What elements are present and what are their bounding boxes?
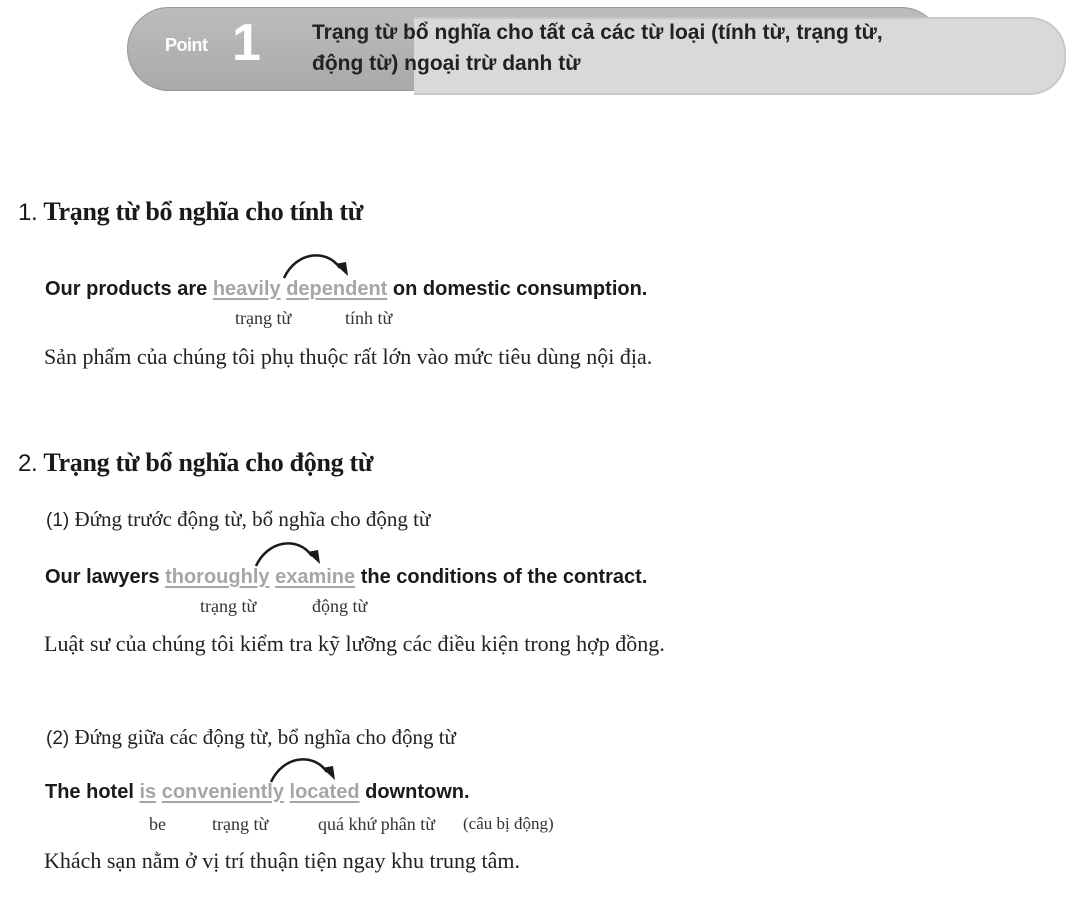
- example-adverb: thoroughly: [165, 566, 270, 588]
- example-text: the conditions of the contract.: [360, 566, 648, 588]
- section1-heading-text: Trạng từ bổ nghĩa cho tính từ: [43, 197, 364, 226]
- sub1-heading-text: Đứng trước động từ, bổ nghĩa cho động từ: [74, 507, 431, 531]
- sub2-translation: Khách sạn nằm ở vị trí thuận tiện ngay khu trung tâm.: [44, 848, 520, 873]
- section2-number: 2.: [18, 450, 38, 477]
- curved-arrow-icon: [250, 536, 330, 570]
- example-adverb: heavily: [212, 278, 281, 300]
- curved-arrow-icon: [278, 248, 358, 282]
- example-text: on domestic consumption.: [392, 278, 648, 300]
- section1-translation: Sản phẩm của chúng tôi phụ thuộc rất lớn vào mức tiêu dùng nội địa.: [44, 344, 653, 369]
- label-be: be: [149, 814, 166, 834]
- label-adverb: trạng từ: [235, 308, 292, 328]
- section1-example-sentence: [45, 278, 647, 301]
- example-adverb: conveniently: [161, 781, 284, 803]
- example-target-word: located: [289, 781, 360, 803]
- point-number: 1: [232, 14, 261, 72]
- sub2-number: (2): [46, 728, 70, 749]
- section1-heading: [18, 197, 363, 227]
- example-target-word: examine: [275, 566, 356, 588]
- example-be-verb: is: [139, 781, 157, 803]
- example-text: The hotel: [45, 781, 134, 803]
- section1-number: 1.: [18, 199, 38, 226]
- label-past-participle: quá khứ phân từ: [318, 814, 435, 834]
- sub1-number: (1): [46, 510, 70, 531]
- example-text: Our products are: [45, 278, 208, 300]
- section2-sub2-heading: [46, 725, 456, 750]
- sub1-translation: Luật sư của chúng tôi kiểm tra kỹ lưỡng các điều kiện trong hợp đồng.: [44, 631, 665, 656]
- label-adjective: tính từ: [345, 308, 393, 328]
- example-target-word: dependent: [286, 278, 388, 300]
- label-passive-note: (câu bị động): [463, 814, 554, 833]
- sub2-example-sentence: [45, 781, 470, 804]
- point-label: Point: [165, 35, 208, 55]
- sub2-heading-text: Đứng giữa các động từ, bổ nghĩa cho động từ: [74, 725, 456, 749]
- label-verb: động từ: [312, 596, 368, 616]
- sub1-example-sentence: [45, 566, 647, 589]
- section2-heading: [18, 448, 373, 478]
- point-title: Trạng từ bổ nghĩa cho tất cả các từ loại (tính từ, trạng từ, động từ) ngoại trừ danh từ: [312, 21, 883, 75]
- label-adverb: trạng từ: [200, 596, 257, 616]
- example-text: downtown.: [365, 781, 470, 803]
- section2-sub1-heading: [46, 507, 430, 532]
- example-text: Our lawyers: [45, 566, 160, 588]
- label-adverb: trạng từ: [212, 814, 269, 834]
- section2-heading-text: Trạng từ bổ nghĩa cho động từ: [43, 448, 374, 477]
